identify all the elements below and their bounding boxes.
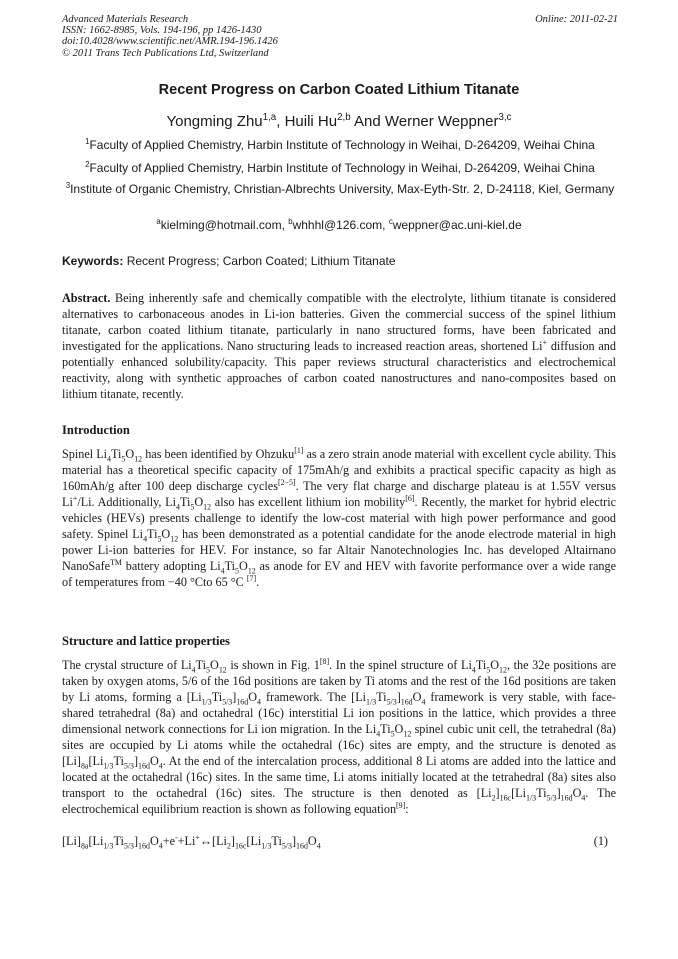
online-date: Online: 2011-02-21 <box>535 14 618 25</box>
text-run: ↔[Li <box>199 834 227 848</box>
paper-title: Recent Progress on Carbon Coated Lithium Titanate <box>158 82 520 98</box>
subscript: 4 <box>158 761 163 771</box>
subscript: 4 <box>191 665 196 675</box>
text-run: : <box>405 802 409 816</box>
subscript: 1/3 <box>201 697 212 707</box>
text-run: +e <box>162 834 176 848</box>
abstract-label: Abstract. <box>62 291 111 305</box>
subscript: 5/3 <box>222 697 233 707</box>
text-run: spinel cubic unit cell, the tetrahedral (8a) sites are occupied by Li atoms while the octahedral (16c) sites are empty, and the structure is denoted as [Li] <box>62 722 616 768</box>
text-run: has been demonstrated as a potential candidate for the anode electrode material in high power Li-ion batteries for HEV. For instance, so far Altair Nanotechnologies Inc. has developed Altairnano NanoSafe <box>62 527 617 573</box>
email-mark: b <box>288 217 293 226</box>
subscript: 5/3 <box>281 841 292 851</box>
subscript: 16d <box>560 793 573 803</box>
subscript: 5/3 <box>386 697 397 707</box>
email-line <box>0 218 678 232</box>
author-affil-mark: 2,b <box>337 112 351 123</box>
text-run: ] <box>133 754 139 768</box>
text-run: Ti <box>179 495 191 509</box>
subscript: 4 <box>158 841 163 851</box>
author-separator: , <box>276 113 285 130</box>
email-mark: c <box>388 217 393 226</box>
section-heading-introduction: Introduction <box>62 423 130 437</box>
text-run: ] <box>133 834 139 848</box>
text-run: is shown in Fig. 1 <box>226 658 320 672</box>
subscript: 16c <box>234 841 247 851</box>
abstract-text: Being inherently safe and chemically compatible with the electrolyte, lithium titanate is considered alternatives to carbonaceous anodes in Li-ion batteries. Given the commercial success of the spinel lithium titanate, carbon coated lithium titanate, particularly in nano structured forms, have been fabricated and investigated for the applications. Nano structuring leads to increased reaction areas, shortened Li <box>62 291 616 353</box>
email-mark: a <box>156 217 161 226</box>
subscript: 2 <box>491 793 496 803</box>
text-run: O <box>161 527 171 541</box>
superscript: - <box>175 832 178 842</box>
subscript: 5 <box>206 665 211 675</box>
subscript: 4 <box>220 566 225 576</box>
subscript: 4 <box>421 697 426 707</box>
text-run: O <box>239 559 248 573</box>
superscript: + <box>195 832 200 842</box>
subscript: 16d <box>138 761 150 771</box>
subscript: 8a <box>80 841 89 851</box>
affiliation-3 <box>62 181 618 197</box>
introduction-paragraph <box>62 446 616 590</box>
section-heading-structure: Structure and lattice properties <box>62 634 230 648</box>
subscript: 5 <box>235 566 240 576</box>
text-run: O <box>194 495 204 509</box>
text-run: [Li] <box>62 834 81 848</box>
superscript: [6] <box>405 493 415 503</box>
affil-text: Institute of Organic Chemistry, Christian-Albrechts University, Max-Eyth-Str. 2, D-24118, Kiel, Germany <box>70 182 615 196</box>
author-affil-mark: 3,c <box>498 112 512 123</box>
superscript: TM <box>110 557 122 567</box>
keywords <box>62 254 396 268</box>
subscript: 12 <box>134 454 143 464</box>
text-run: Ti <box>536 786 547 800</box>
subscript: 16c <box>499 793 512 803</box>
subscript: 4 <box>107 454 112 464</box>
keywords-text: Recent Progress; Carbon Coated; Lithium Titanate <box>123 254 396 268</box>
text-run: Ti <box>224 559 236 573</box>
superscript: [7] <box>246 573 257 583</box>
text-run: framework is very stable, with face-shared tetrahedral (8a) and octahedral (16c) interstitial Li ion positions in the lattice, which provides a three dimensional network connections for Li ion migration. In the Li <box>62 690 616 736</box>
subscript: 1/3 <box>525 793 537 803</box>
text-run: . <box>256 575 260 589</box>
author-list <box>0 113 678 130</box>
author-separator: And <box>350 113 385 130</box>
email-address[interactable]: kielming@hotmail.com, <box>160 218 289 232</box>
superscript: [9] <box>396 800 406 810</box>
subscript: 12 <box>247 566 256 576</box>
subscript: 5/3 <box>123 761 134 771</box>
author-name: Huili Hu <box>284 113 338 130</box>
subscript: 1/3 <box>366 697 377 707</box>
subscript: 4 <box>376 729 381 739</box>
text-run: [Li <box>511 786 526 800</box>
subscript: 2 <box>226 841 231 851</box>
text-run: . In the spinel structure of Li <box>329 658 472 672</box>
text-run: Ti <box>211 690 223 704</box>
text-run: O <box>412 690 422 704</box>
copyright-line: © 2011 Trans Tech Publications Ltd, Switzerland <box>62 47 269 59</box>
subscript: 12 <box>403 729 412 739</box>
subscript: 16d <box>400 697 413 707</box>
text-run: . Recently, the market for hybrid electric vehicles (HEVs) presents challenge to identify the low-cost material with high power performance and good safety. Spinel Li <box>62 495 616 541</box>
subscript: 16d <box>138 841 150 851</box>
structure-paragraph <box>62 657 616 817</box>
text-run: ] <box>556 786 561 800</box>
text-run: O <box>248 690 258 704</box>
text-run: ] <box>232 690 237 704</box>
text-run: Spinel Li <box>62 447 108 461</box>
affil-text: Faculty of Applied Chemistry, Harbin Institute of Technology in Weihai, D-264209, Weihai China <box>89 138 595 152</box>
subscript: 5 <box>157 534 162 544</box>
text-run: Ti <box>475 658 487 672</box>
text-run: O <box>210 658 219 672</box>
text-run: +Li <box>177 834 196 848</box>
affil-text: Faculty of Applied Chemistry, Harbin Institute of Technology in Weihai, D-264209, Weihai China <box>89 161 595 175</box>
subscript: 4 <box>143 534 148 544</box>
affiliation-1 <box>62 137 618 153</box>
text-run: Ti <box>113 834 124 848</box>
superscript: [2−5] <box>277 477 296 487</box>
subscript: 16d <box>236 697 249 707</box>
text-run: O <box>125 447 135 461</box>
abstract <box>62 290 616 402</box>
email-address[interactable]: weppner@ac.uni-kiel.de <box>392 218 522 232</box>
text-run: O <box>307 834 317 848</box>
text-run: , the 32e positions are taken by oxygen atoms, 5/6 of the 16d positions are taken by Ti atoms and the rest of the 16d positions are taken by Li atoms, forming a [Li <box>62 658 616 704</box>
text-run: ] <box>495 786 500 800</box>
text-run: has been identified by Ohzuku <box>142 447 295 461</box>
text-run: [Li <box>88 754 104 768</box>
text-run: . The electrochemical equilibrium reaction is shown as following equation <box>62 786 617 816</box>
subscript: 4 <box>257 697 261 707</box>
text-run: framework. The [Li <box>260 690 367 704</box>
subscript: 5 <box>190 502 195 512</box>
text-run: O <box>572 786 582 800</box>
subscript: 1/3 <box>103 841 114 851</box>
subscript: 5/3 <box>123 841 134 851</box>
keywords-label: Keywords: <box>62 254 124 268</box>
subscript: 1/3 <box>103 761 114 771</box>
subscript: 12 <box>499 665 507 675</box>
affil-mark: 2 <box>85 160 90 169</box>
text-run: Ti <box>380 722 391 736</box>
superscript: + <box>72 493 78 503</box>
subscript: 5/3 <box>546 793 557 803</box>
author-affil-mark: 1,a <box>262 112 277 123</box>
text-run: /Li. Additionally, Li <box>77 495 177 509</box>
subscript: 4 <box>581 793 586 803</box>
equation-number: (1) <box>593 834 608 848</box>
text-run: . The very flat charge and discharge plateau is at 1.55V versus Li <box>62 479 616 509</box>
text-run: The crystal structure of Li <box>62 658 192 672</box>
text-run: Ti <box>195 658 207 672</box>
text-run: as anode for EV and HEV with favorite performance over a wide range of temperatures from −40 °Cto 65 °C <box>62 559 616 589</box>
superscript: [8] <box>319 656 330 666</box>
text-run: Ti <box>147 527 158 541</box>
text-run: O <box>490 658 500 672</box>
text-run: ] <box>291 834 297 848</box>
subscript: 4 <box>176 502 180 512</box>
text-run: O <box>149 754 159 768</box>
subscript: 12 <box>203 502 212 512</box>
text-run: [Li <box>246 834 262 848</box>
abstract-text: diffusion and potentially enhanced solubility/capacity. This paper reviews structural characteristics and electrochemical reactivity, along with synthetic approaches of carbon coated nanostructures and nano-composites based on lithium titanate, recently. <box>62 339 616 401</box>
subscript: 5 <box>486 665 491 675</box>
equation-1 <box>62 834 608 849</box>
text-run: ] <box>396 690 401 704</box>
text-run: Ti <box>111 447 122 461</box>
issn-line: ISSN: 1662-8985, Vols. 194-196, pp 1426-1430 <box>62 25 262 37</box>
journal-header <box>62 14 618 59</box>
subscript: 1/3 <box>261 841 272 851</box>
text-run: . At the end of the intercalation process, additional 8 Li atoms are added into the lattice and located at the octahedral (16c) sites. In the same time, Li atoms initially located at the tetrahedral (8a) sites also transport to the octahedral (16c) sites. The structure is then denoted as [Li <box>62 754 616 800</box>
equation-body <box>62 832 321 851</box>
affiliation-2 <box>62 160 618 176</box>
email-address[interactable]: whhhl@126.com, <box>292 218 389 232</box>
doi-line: doi:10.4028/www.scientific.net/AMR.194-196.1426 <box>62 36 278 48</box>
text-run: O <box>149 834 159 848</box>
superscript: [1] <box>294 445 304 455</box>
subscript: 5 <box>121 454 126 464</box>
affil-mark: 3 <box>65 181 71 190</box>
subscript: 12 <box>218 665 227 675</box>
text-run: battery adopting Li <box>121 559 221 573</box>
text-run: O <box>394 722 404 736</box>
text-run: Ti <box>113 754 124 768</box>
subscript: 4 <box>471 665 476 675</box>
abstract-sup: + <box>542 337 548 347</box>
subscript: 8a <box>80 761 89 771</box>
text-run: Ti <box>376 690 387 704</box>
text-run: ] <box>230 834 235 848</box>
author-name: Werner Weppner <box>384 113 499 130</box>
subscript: 4 <box>316 841 321 851</box>
author-name: Yongming Zhu <box>166 113 263 130</box>
subscript: 12 <box>170 534 179 544</box>
journal-name: Advanced Materials Research <box>62 14 189 25</box>
subscript: 16d <box>296 841 308 851</box>
text-run: as a zero strain anode material with excellent cycle ability. This material has a theoretical specific capacity of 175mAh/g and exhibits a practical specific capacity as high as 160mAh/g after 100 deep discharge cycles <box>62 447 616 493</box>
affil-mark: 1 <box>85 137 90 146</box>
text-run: [Li <box>88 834 104 848</box>
text-run: Ti <box>271 834 282 848</box>
subscript: 5 <box>390 729 395 739</box>
text-run: also has excellent lithium ion mobility <box>211 495 406 509</box>
